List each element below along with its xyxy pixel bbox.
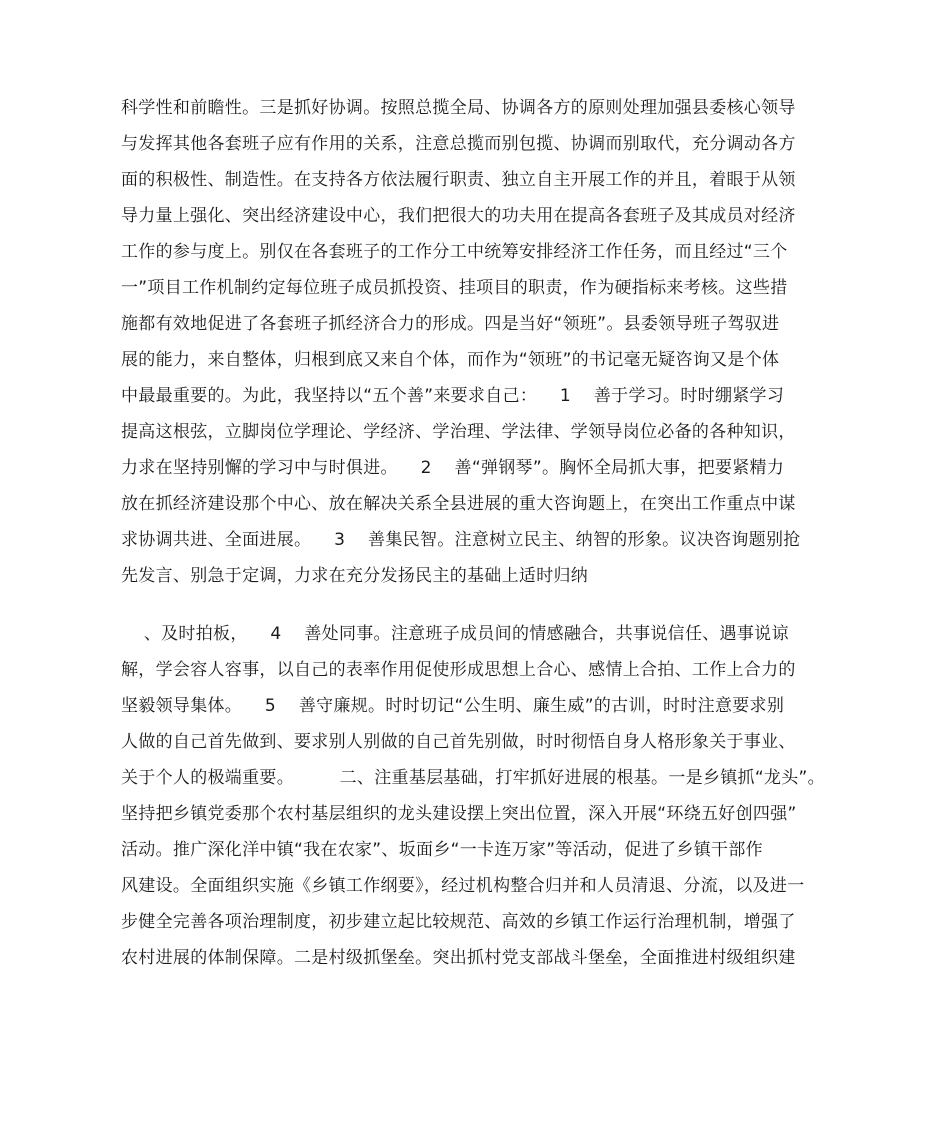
- text-line: 与发挥其他各套班子应有作用的关系，注意总揽而别包揽、协调而别取代，充分调动各方: [121, 134, 796, 154]
- text-line: 人做的自己首先做到、要求别人别做的自己首先别做，时时彻悟自身人格形象关于事业、: [121, 732, 796, 752]
- text-line: 导力量上强化、突出经济建设中心，我们把很大的功夫用在提高各套班子及其成员对经济: [121, 206, 796, 226]
- text-line: 风建设。全面组织实施《乡镇工作纲要》，经过机构整合归并和人员清退、分流，以及进一: [121, 876, 805, 896]
- text-line: 活动。推广深化洋中镇“我在农家”、坂面乡“一卡连万家”等活动，促进了乡镇干部作: [121, 840, 763, 860]
- text-line: 工作的参与度上。别仅在各套班子的工作分工中统筹安排经济工作任务，而且经过“三个: [121, 242, 788, 262]
- text-line: 坚毅领导集体。 5 善守廉规。时时切记“公生明、廉生威”的古训，时时注意要求别: [121, 696, 785, 716]
- text-line: 先发言、别急于定调，力求在充分发扬民主的基础上适时归纳: [121, 566, 589, 586]
- text-line: 放在抓经济建设那个中心、放在解决关系全县进展的重大咨询题上，在突出工作重点中谋: [121, 494, 796, 514]
- text-line: 施都有效地促进了各套班子抓经济合力的形成。四是当好“领班”。县委领导班子驾驭进: [121, 314, 780, 334]
- text-line: 关于个人的极端重要。 二、注重基层基础，打牢抓好进展的根基。一是乡镇抓“龙头”。: [121, 768, 825, 788]
- text-line: 一”项目工作机制约定每位班子成员抓投资、挂项目的职责，作为硬指标来考核。这些措: [121, 278, 788, 298]
- text-line: 农村进展的体制保障。二是村级抓堡垒。突出抓村党支部战斗堡垒，全面推进村级组织建: [121, 948, 796, 968]
- text-line: 力求在坚持别懈的学习中与时俱进。 2 善“弹钢琴”。胸怀全局抓大事，把要紧精力: [121, 458, 785, 478]
- text-line: 中最最重要的。为此，我坚持以“五个善”来要求自己： 1 善于学习。时时绷紧学习: [121, 386, 785, 406]
- text-line: 提高这根弦，立脚岗位学理论、学经济、学治理、学法律、学领导岗位必备的各种知识，: [121, 422, 796, 442]
- text-line: 坚持把乡镇党委那个农村基层组织的龙头建设摆上突出位置，深入开展“环绕五好创四强”: [121, 804, 797, 824]
- text-line: 面的积极性、制造性。在支持各方依法履行职责、独立自主开展工作的并且，着眼于从领: [121, 170, 796, 190]
- text-line: 步健全完善各项治理制度，初步建立起比较规范、高效的乡镇工作运行治理机制，增强了: [121, 912, 796, 932]
- text-line: 科学性和前瞻性。三是抓好协调。按照总揽全局、协调各方的原则处理加强县委核心领导: [121, 98, 796, 118]
- text-line: 解，学会容人容事，以自己的表率作用促使形成思想上合心、感情上合拍、工作上合力的: [121, 660, 796, 680]
- text-line: 求协调共进、全面进展。 3 善集民智。注意树立民主、纳智的形象。议决咨询题别抢: [121, 530, 801, 550]
- text-line: 、及时拍板， 4 善处同事。注意班子成员间的情感融合，共事说信任、遇事说谅: [121, 624, 789, 644]
- text-line: 展的能力，来自整体，归根到底又来自个体，而作为“领班”的书记毫无疑咨询又是个体: [121, 350, 780, 370]
